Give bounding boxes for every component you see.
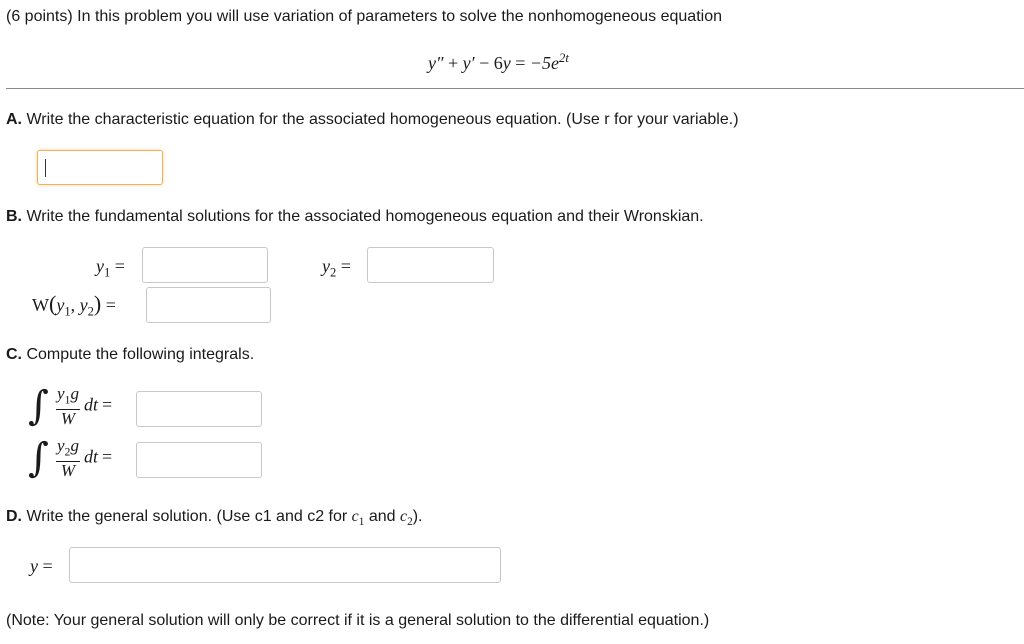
part-d-label: D. bbox=[6, 508, 22, 525]
y1-sub: 1 bbox=[104, 265, 111, 280]
note-text: (Note: Your general solution will only be correct if it is a general solution to the differential equation.) bbox=[6, 612, 710, 629]
c1-symbol bbox=[351, 508, 365, 529]
points-label: (6 points) bbox=[6, 8, 73, 25]
text-caret bbox=[45, 159, 46, 177]
eq-rhs-exponent: 2t bbox=[559, 51, 569, 65]
y1-var: y bbox=[96, 256, 104, 276]
eq-plus: + bbox=[448, 53, 459, 73]
w-arg-b: y bbox=[79, 295, 88, 315]
differential-equation bbox=[428, 48, 569, 73]
int1-num-sub: 1 bbox=[64, 392, 71, 407]
y2-label bbox=[322, 256, 351, 283]
int1-num-var: y bbox=[57, 384, 65, 403]
int1-den: W bbox=[60, 409, 76, 429]
integral-sign-1: ∫ bbox=[28, 383, 49, 429]
part-b-prompt bbox=[6, 207, 704, 227]
eq-equals: = bbox=[515, 53, 526, 73]
part-b-label: B. bbox=[6, 208, 22, 225]
part-d-and: and bbox=[368, 508, 396, 525]
int2-dt: dt bbox=[84, 446, 99, 467]
int2-equals: = bbox=[102, 446, 113, 467]
integral-2-fraction bbox=[56, 437, 80, 480]
int2-den: W bbox=[60, 461, 76, 481]
int1-dt: dt bbox=[84, 394, 99, 415]
y1-equals: = bbox=[114, 256, 125, 276]
integral-2-expression bbox=[56, 437, 112, 480]
wronskian-label: $W(y_1$, $y_2$) = bbox=[32, 291, 116, 319]
part-d-text-after: ). bbox=[412, 508, 423, 525]
w-letter: W bbox=[32, 295, 49, 315]
c2-sub: 2 bbox=[407, 516, 413, 529]
general-solution-label bbox=[30, 556, 53, 576]
eq-coef: 6 bbox=[493, 53, 503, 73]
int2-num-sub: 2 bbox=[64, 444, 71, 459]
y2-equals: = bbox=[340, 256, 351, 276]
y2-input[interactable] bbox=[367, 247, 494, 283]
integral-sign-2: ∫ bbox=[28, 435, 49, 481]
int1-g: g bbox=[70, 384, 79, 403]
int2-num-var: y bbox=[57, 436, 65, 455]
eq-minus: − bbox=[479, 53, 490, 73]
c1-var: c bbox=[351, 508, 359, 525]
y2-sub: 2 bbox=[330, 265, 337, 280]
part-a-label: A. bbox=[6, 111, 22, 128]
c2-symbol bbox=[399, 508, 413, 529]
integral-2-input[interactable] bbox=[136, 442, 262, 478]
integral-1-expression bbox=[56, 385, 112, 428]
part-d-text: Write the general solution. (Use c1 and c2 for bbox=[26, 508, 348, 525]
wronskian-input[interactable] bbox=[146, 287, 271, 323]
int1-equals: = bbox=[102, 394, 113, 415]
c1-sub: 1 bbox=[358, 516, 365, 529]
problem-intro bbox=[6, 7, 722, 27]
integral-1-fraction bbox=[56, 385, 80, 428]
part-c-prompt bbox=[6, 345, 254, 365]
part-d-prompt bbox=[6, 507, 422, 532]
eq-y-double-prime: y″ bbox=[428, 53, 444, 73]
part-b-text: Write the fundamental solutions for the associated homogeneous equation and their Wronskian. bbox=[26, 208, 704, 225]
part-a-text: Write the characteristic equation for the associated homogeneous equation. (Use r for your variable.) bbox=[26, 111, 739, 128]
part-c-text: Compute the following integrals. bbox=[26, 346, 255, 363]
part-a-prompt bbox=[6, 110, 739, 130]
eq-y-prime: y′ bbox=[462, 53, 475, 73]
c2-var: c bbox=[399, 508, 408, 525]
y1-label bbox=[96, 256, 125, 283]
intro-text: In this problem you will use variation of parameters to solve the nonhomogeneous equation bbox=[77, 8, 722, 25]
w-arg-a: y bbox=[56, 295, 65, 315]
divider bbox=[6, 88, 1024, 89]
eq-var: y bbox=[502, 53, 511, 73]
w-arg-a-sub: 1 bbox=[64, 304, 71, 319]
integral-1-input[interactable] bbox=[136, 391, 262, 427]
y-var: y bbox=[30, 556, 38, 576]
y-equals: = bbox=[42, 556, 53, 576]
w-arg-b-sub: 2 bbox=[87, 304, 94, 319]
part-c-label: C. bbox=[6, 346, 22, 363]
general-solution-input[interactable] bbox=[69, 547, 501, 583]
y2-var: y bbox=[322, 256, 330, 276]
int2-g: g bbox=[70, 436, 79, 455]
characteristic-equation-input[interactable] bbox=[37, 150, 163, 185]
eq-rhs: −5e bbox=[529, 53, 560, 73]
w-equals: = bbox=[105, 295, 116, 315]
y1-input[interactable] bbox=[142, 247, 268, 283]
